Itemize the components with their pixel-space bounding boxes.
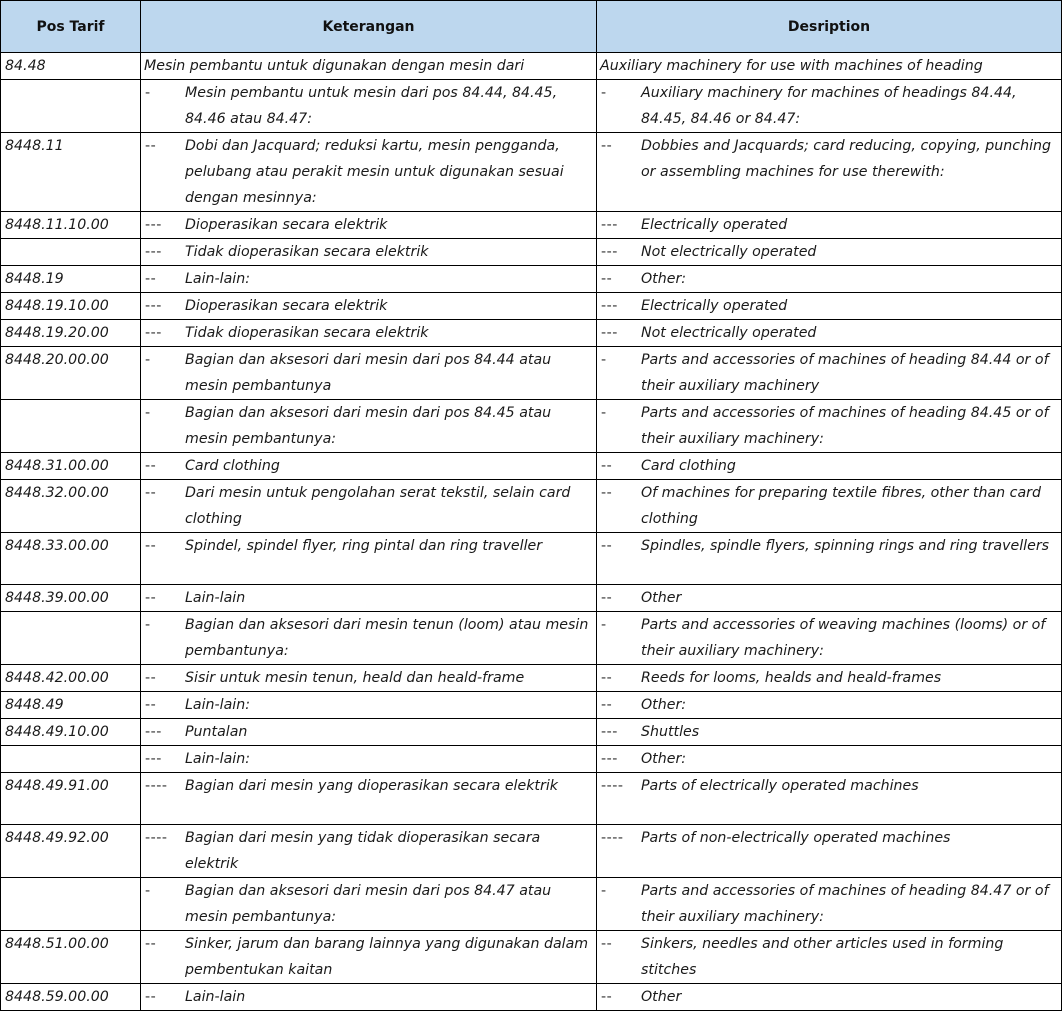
table-row [1, 746, 1062, 773]
description-cell [597, 400, 1062, 453]
description-text: Sinkers, needles and other articles used in forming stitches [641, 936, 1004, 978]
indent-level-marker: -- [145, 458, 157, 474]
table-row [1, 533, 1062, 585]
pos-tarif-cell: 8448.19 [1, 266, 141, 293]
description-cell [597, 878, 1062, 931]
table-row [1, 293, 1062, 320]
indent-level-marker: --- [145, 724, 162, 740]
indent-level-marker: -- [145, 590, 157, 606]
description-cell [597, 825, 1062, 878]
indent-level-marker: - [145, 617, 151, 633]
keterangan-cell [141, 746, 597, 773]
keterangan-cell [141, 400, 597, 453]
keterangan-text: Bagian dari mesin yang dioperasikan secara elektrik [185, 778, 558, 794]
keterangan-text: Sisir untuk mesin tenun, heald dan heald-frame [185, 670, 525, 686]
description-cell [597, 320, 1062, 347]
description-text: Electrically operated [641, 298, 788, 314]
indent-level-marker: -- [601, 538, 613, 554]
indent-level-marker: - [601, 405, 607, 421]
description-text: Auxiliary machinery for machines of headings 84.44, 84.45, 84.46 or 84.47: [641, 85, 1017, 127]
description-cell [597, 212, 1062, 239]
indent-level-marker: --- [601, 724, 618, 740]
pos-tarif-cell: 8448.33.00.00 [1, 533, 141, 585]
description-cell [597, 984, 1062, 1011]
pos-tarif-cell [1, 400, 141, 453]
table-header-row [1, 1, 1062, 53]
keterangan-cell [141, 984, 597, 1011]
keterangan-cell [141, 665, 597, 692]
keterangan-text: Dobi dan Jacquard; reduksi kartu, mesin pengganda, pelubang atau perakit mesin untuk digunakan sesuai dengan mesinnya: [185, 138, 564, 206]
pos-tarif-cell: 8448.39.00.00 [1, 585, 141, 612]
description-cell [597, 53, 1062, 80]
keterangan-text: Lain-lain: [185, 697, 251, 713]
indent-level-marker: -- [601, 138, 613, 154]
indent-level-marker: -- [601, 936, 613, 952]
description-text: Not electrically operated [641, 244, 817, 260]
pos-tarif-cell: 8448.49.92.00 [1, 825, 141, 878]
indent-level-marker: --- [145, 751, 162, 767]
description-text: Other: [641, 271, 687, 287]
keterangan-text: Bagian dan aksesori dari mesin dari pos 84.47 atau mesin pembantunya: [185, 883, 552, 925]
table-row [1, 347, 1062, 400]
pos-tarif-cell: 8448.59.00.00 [1, 984, 141, 1011]
description-text: Other: [641, 751, 687, 767]
keterangan-text: Card clothing [185, 458, 280, 474]
indent-level-marker: -- [601, 458, 613, 474]
indent-level-marker: -- [601, 271, 613, 287]
pos-tarif-cell [1, 612, 141, 665]
table-row [1, 931, 1062, 984]
description-text: Other: [641, 697, 687, 713]
keterangan-cell [141, 480, 597, 533]
keterangan-text: Lain-lain: [185, 271, 251, 287]
description-text: Other [641, 989, 682, 1005]
indent-level-marker: --- [601, 751, 618, 767]
description-text: Parts of electrically operated machines [641, 778, 919, 794]
indent-level-marker: -- [145, 936, 157, 952]
table-row [1, 239, 1062, 266]
description-text: Dobbies and Jacquards; card reducing, copying, punching or assembling machines for use therewith: [641, 138, 1052, 180]
indent-level-marker: - [145, 85, 151, 101]
keterangan-text: Dari mesin untuk pengolahan serat tekstil, selain card clothing [185, 485, 571, 527]
description-text: Parts and accessories of machines of heading 84.45 or of their auxiliary machinery: [641, 405, 1049, 447]
indent-level-marker: -- [145, 138, 157, 154]
pos-tarif-cell: 8448.20.00.00 [1, 347, 141, 400]
indent-level-marker: --- [601, 217, 618, 233]
keterangan-text: Mesin pembantu untuk mesin dari pos 84.44, 84.45, 84.46 atau 84.47: [185, 85, 558, 127]
description-cell [597, 480, 1062, 533]
description-text: Reeds for looms, healds and heald-frames [641, 670, 942, 686]
description-text: Parts and accessories of machines of heading 84.47 or of their auxiliary machinery: [641, 883, 1049, 925]
pos-tarif-cell [1, 80, 141, 133]
indent-level-marker: ---- [601, 830, 624, 846]
pos-tarif-cell: 8448.19.20.00 [1, 320, 141, 347]
pos-tarif-cell [1, 878, 141, 931]
pos-tarif-cell: 8448.19.10.00 [1, 293, 141, 320]
indent-level-marker: --- [145, 217, 162, 233]
keterangan-cell [141, 825, 597, 878]
table-row [1, 453, 1062, 480]
indent-level-marker: -- [145, 697, 157, 713]
table-row [1, 773, 1062, 825]
indent-level-marker: - [145, 883, 151, 899]
description-text: Electrically operated [641, 217, 788, 233]
indent-level-marker: --- [145, 325, 162, 341]
description-cell [597, 266, 1062, 293]
pos-tarif-cell: 8448.49.91.00 [1, 773, 141, 825]
indent-level-marker: -- [145, 989, 157, 1005]
indent-level-marker: --- [145, 298, 162, 314]
table-row [1, 612, 1062, 665]
table-row [1, 984, 1062, 1011]
indent-level-marker: -- [601, 485, 613, 501]
description-cell [597, 453, 1062, 480]
column-header-keterangan: Keterangan [141, 1, 597, 53]
column-header-pos-tarif: Pos Tarif [1, 1, 141, 53]
description-cell [597, 133, 1062, 212]
pos-tarif-cell: 8448.32.00.00 [1, 480, 141, 533]
keterangan-text: Mesin pembantu untuk digunakan dengan mesin dari [144, 58, 525, 74]
pos-tarif-cell: 8448.51.00.00 [1, 931, 141, 984]
indent-level-marker: -- [145, 670, 157, 686]
keterangan-text: Bagian dan aksesori dari mesin tenun (loom) atau mesin pembantunya: [185, 617, 589, 659]
keterangan-text: Spindel, spindel flyer, ring pintal dan ring traveller [185, 538, 543, 554]
indent-level-marker: -- [145, 271, 157, 287]
indent-level-marker: -- [601, 590, 613, 606]
keterangan-text: Tidak dioperasikan secara elektrik [185, 244, 429, 260]
pos-tarif-cell: 84.48 [1, 53, 141, 80]
keterangan-text: Bagian dan aksesori dari mesin dari pos 84.45 atau mesin pembantunya: [185, 405, 552, 447]
indent-level-marker: - [601, 85, 607, 101]
keterangan-cell [141, 692, 597, 719]
keterangan-text: Puntalan [185, 724, 248, 740]
keterangan-cell [141, 612, 597, 665]
description-cell [597, 692, 1062, 719]
table-row [1, 719, 1062, 746]
table-row [1, 878, 1062, 931]
keterangan-text: Lain-lain: [185, 751, 251, 767]
indent-level-marker: -- [145, 485, 157, 501]
keterangan-cell [141, 533, 597, 585]
description-cell [597, 80, 1062, 133]
description-cell [597, 585, 1062, 612]
indent-level-marker: ---- [145, 778, 168, 794]
description-cell [597, 931, 1062, 984]
keterangan-cell [141, 53, 597, 80]
table-row [1, 53, 1062, 80]
description-text: Spindles, spindle flyers, spinning rings and ring travellers [641, 538, 1050, 554]
indent-level-marker: - [601, 617, 607, 633]
description-cell [597, 347, 1062, 400]
description-text: Parts and accessories of machines of heading 84.44 or of their auxiliary machinery [641, 352, 1049, 394]
description-text: Card clothing [641, 458, 736, 474]
keterangan-cell [141, 212, 597, 239]
table-row [1, 665, 1062, 692]
table-row [1, 266, 1062, 293]
description-text: Auxiliary machinery for use with machines of heading [600, 58, 983, 74]
indent-level-marker: - [145, 405, 151, 421]
indent-level-marker: -- [601, 670, 613, 686]
pos-tarif-cell: 8448.11.10.00 [1, 212, 141, 239]
indent-level-marker: --- [145, 244, 162, 260]
keterangan-cell [141, 347, 597, 400]
keterangan-text: Bagian dari mesin yang tidak dioperasikan secara elektrik [185, 830, 541, 872]
indent-level-marker: - [601, 883, 607, 899]
table-row [1, 585, 1062, 612]
keterangan-cell [141, 239, 597, 266]
indent-level-marker: ---- [145, 830, 168, 846]
keterangan-cell [141, 878, 597, 931]
description-text: Parts of non-electrically operated machines [641, 830, 951, 846]
keterangan-cell [141, 266, 597, 293]
table-row [1, 480, 1062, 533]
indent-level-marker: --- [601, 325, 618, 341]
keterangan-text: Lain-lain [185, 590, 246, 606]
column-header-description: Desription [597, 1, 1062, 53]
table-row [1, 320, 1062, 347]
table-row [1, 133, 1062, 212]
pos-tarif-cell: 8448.42.00.00 [1, 665, 141, 692]
indent-level-marker: - [145, 352, 151, 368]
description-cell [597, 773, 1062, 825]
indent-level-marker: -- [601, 989, 613, 1005]
indent-level-marker: - [601, 352, 607, 368]
keterangan-cell [141, 453, 597, 480]
description-cell [597, 533, 1062, 585]
keterangan-text: Tidak dioperasikan secara elektrik [185, 325, 429, 341]
table-row [1, 692, 1062, 719]
keterangan-cell [141, 585, 597, 612]
table-row [1, 825, 1062, 878]
pos-tarif-cell: 8448.11 [1, 133, 141, 212]
pos-tarif-cell [1, 239, 141, 266]
description-cell [597, 612, 1062, 665]
indent-level-marker: --- [601, 244, 618, 260]
keterangan-cell [141, 719, 597, 746]
keterangan-text: Dioperasikan secara elektrik [185, 298, 388, 314]
description-cell [597, 293, 1062, 320]
table-row [1, 212, 1062, 239]
pos-tarif-cell [1, 746, 141, 773]
pos-tarif-cell: 8448.49 [1, 692, 141, 719]
keterangan-cell [141, 133, 597, 212]
indent-level-marker: ---- [601, 778, 624, 794]
keterangan-text: Sinker, jarum dan barang lainnya yang digunakan dalam pembentukan kaitan [185, 936, 589, 978]
indent-level-marker: --- [601, 298, 618, 314]
keterangan-cell [141, 320, 597, 347]
indent-level-marker: -- [145, 538, 157, 554]
indent-level-marker: -- [601, 697, 613, 713]
keterangan-cell [141, 773, 597, 825]
keterangan-cell [141, 931, 597, 984]
description-text: Other [641, 590, 682, 606]
description-text: Not electrically operated [641, 325, 817, 341]
pos-tarif-cell: 8448.49.10.00 [1, 719, 141, 746]
table-row [1, 80, 1062, 133]
description-cell [597, 746, 1062, 773]
description-cell [597, 719, 1062, 746]
keterangan-text: Lain-lain [185, 989, 246, 1005]
table-body [1, 53, 1062, 1011]
description-text: Parts and accessories of weaving machines (looms) or of their auxiliary machinery: [641, 617, 1046, 659]
keterangan-cell [141, 293, 597, 320]
description-text: Of machines for preparing textile fibres, other than card clothing [641, 485, 1042, 527]
description-cell [597, 665, 1062, 692]
keterangan-cell [141, 80, 597, 133]
keterangan-text: Dioperasikan secara elektrik [185, 217, 388, 233]
pos-tarif-cell: 8448.31.00.00 [1, 453, 141, 480]
description-cell [597, 239, 1062, 266]
keterangan-text: Bagian dan aksesori dari mesin dari pos 84.44 atau mesin pembantunya [185, 352, 552, 394]
table-row [1, 400, 1062, 453]
description-text: Shuttles [641, 724, 700, 740]
